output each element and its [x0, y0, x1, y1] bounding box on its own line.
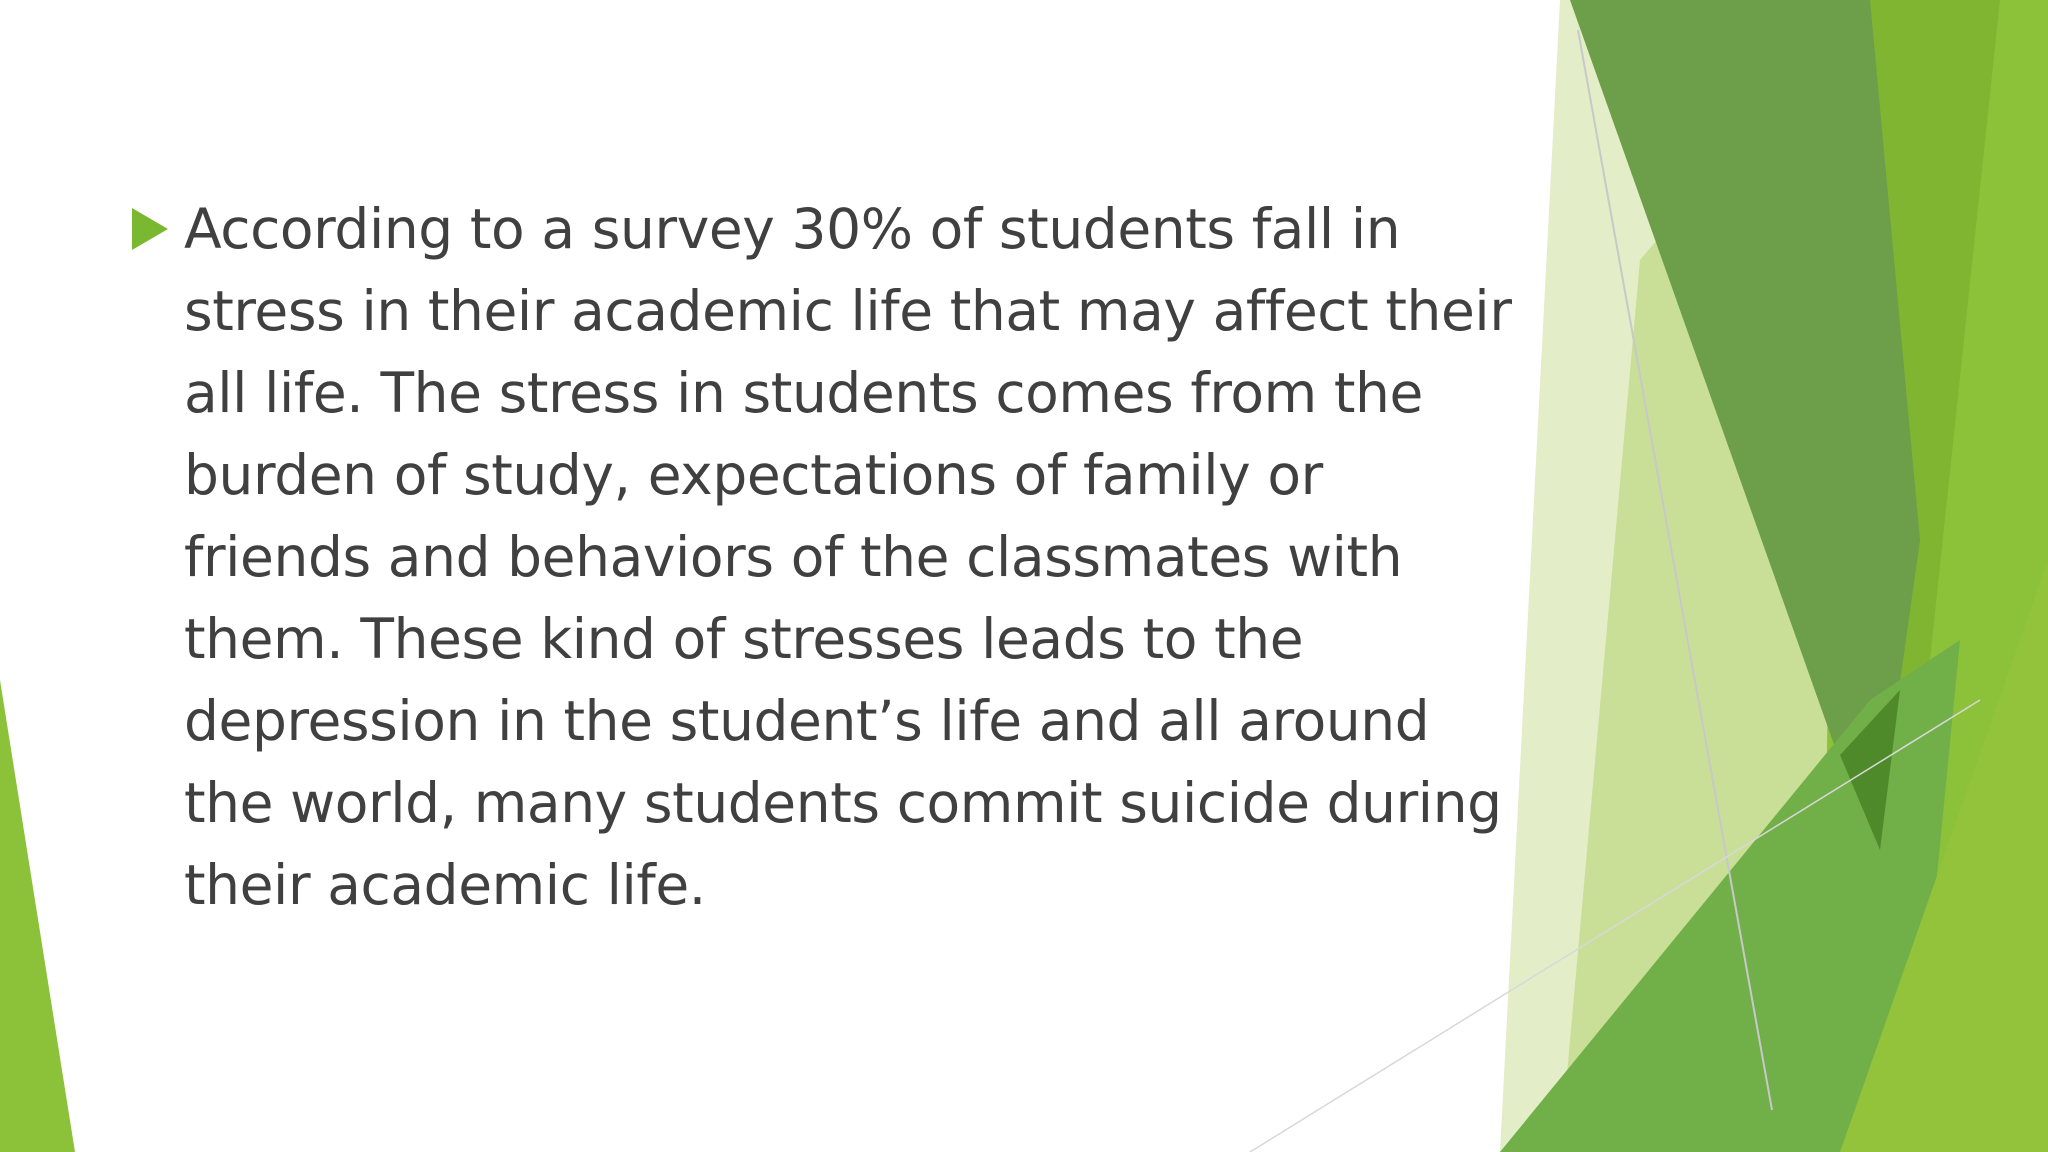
body-content: [130, 188, 1560, 926]
left-edge-accent-shape: [0, 680, 75, 1152]
body-paragraph: According to a survey 30% of students fall in stress in their academic life that may affect their all life. The stress in students comes from the burden of study, expectations of family or friends and behaviors of the classmates with them. These kind of stresses leads to the depression in the student’s life and all around the world, many students commit suicide during their academic life.: [184, 197, 1512, 917]
green-triangle-bullet-icon: [130, 188, 174, 270]
